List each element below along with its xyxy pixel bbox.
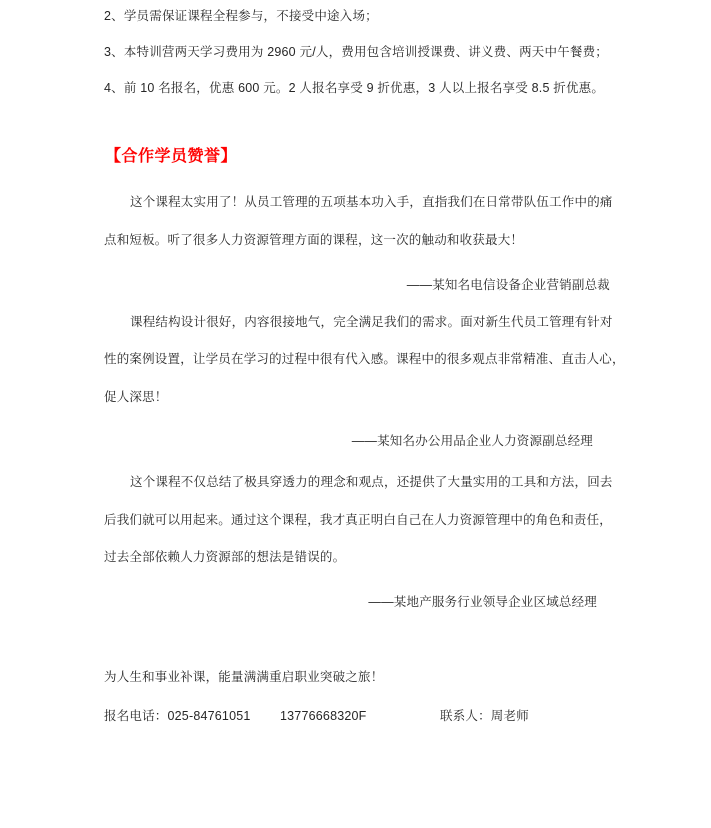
testimonial-1-line-1: 这个课程太实用了！从员工管理的五项基本功入手，直指我们在日常带队伍工作中的痛 xyxy=(130,195,613,209)
testimonial-2-attribution: ——某知名办公用品企业人力资源副总经理 xyxy=(351,434,593,448)
testimonial-2-line-1: 课程结构设计很好，内容很接地气，完全满足我们的需求。面对新生代员工管理有针对 xyxy=(130,315,613,329)
testimonial-3-line-1: 这个课程不仅总结了极具穿透力的理念和观点，还提供了大量实用的工具和方法，回去 xyxy=(130,475,613,489)
closing-slogan: 为人生和事业补课，能量满满重启职业突破之旅！ xyxy=(104,670,384,684)
contact-person: 联系人：周老师 xyxy=(440,709,529,723)
testimonial-3-line-3: 过去全部依赖人力资源部的想法是错误的。 xyxy=(104,550,346,564)
mobile-number: 13776668320F xyxy=(280,709,367,723)
testimonial-3-attribution: ——某地产服务行业领导企业区域总经理 xyxy=(368,595,597,609)
note-line-2: 2、学员需保证课程全程参与，不接受中途入场； xyxy=(104,9,378,23)
testimonial-2-line-3: 促人深思！ xyxy=(104,390,168,404)
testimonial-1-line-2: 点和短板。听了很多人力资源管理方面的课程，这一次的触动和收获最大！ xyxy=(104,233,524,247)
section-title: 【合作学员赞誉】 xyxy=(105,148,238,165)
registration-phone: 报名电话：025-84761051 xyxy=(104,709,251,723)
testimonial-1-attribution: ——某知名电信设备企业营销副总裁 xyxy=(406,278,610,292)
note-line-3: 3、本特训营两天学习费用为 2960 元/人，费用包含培训授课费、讲义费、两天中午餐费； xyxy=(104,45,608,59)
note-line-4: 4、前 10 名报名，优惠 600 元。2 人报名享受 9 折优惠，3 人以上报名享受 8.5 折优惠。 xyxy=(104,81,605,95)
testimonial-3-line-2: 后我们就可以用起来。通过这个课程，我才真正明白自己在人力资源管理中的角色和责任， xyxy=(104,513,613,527)
testimonial-2-line-2: 性的案例设置，让学员在学习的过程中很有代入感。课程中的很多观点非常精准、直击人心， xyxy=(104,352,625,366)
